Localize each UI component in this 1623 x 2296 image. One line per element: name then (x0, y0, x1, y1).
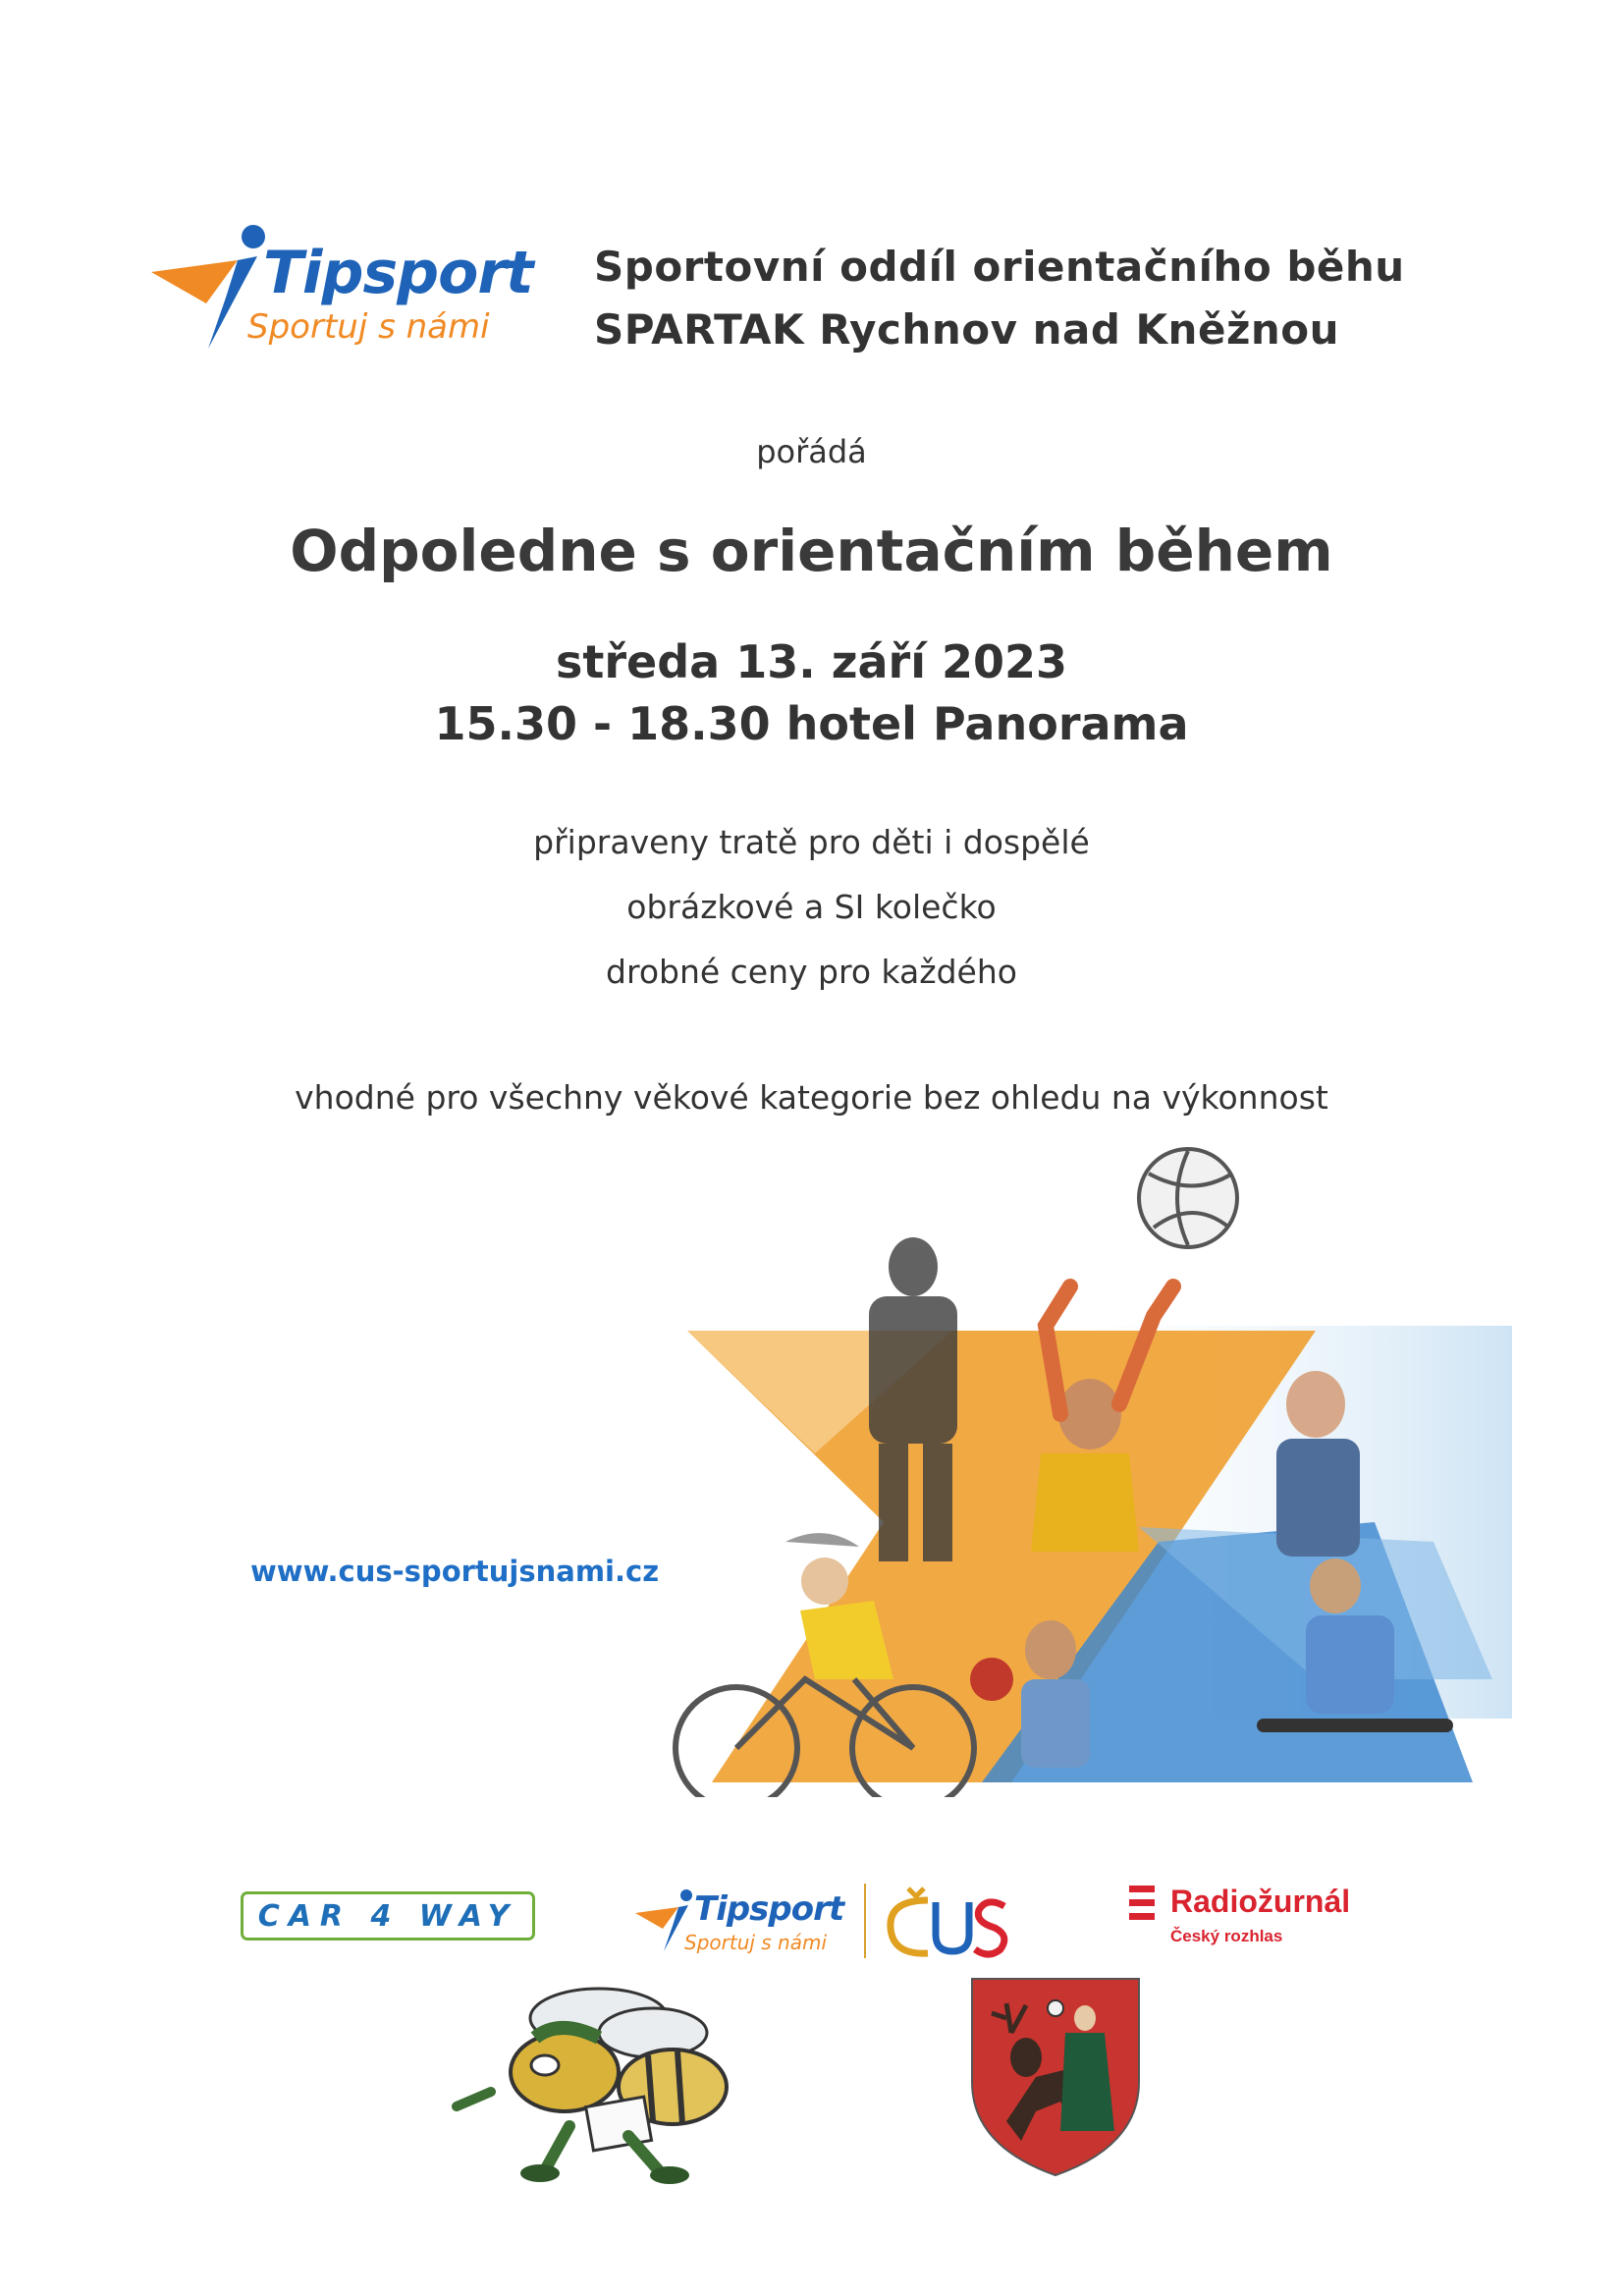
ball-icon (1139, 1149, 1237, 1247)
detail-line: obrázkové a SI kolečko (626, 888, 997, 926)
car4way-logo (241, 1891, 535, 1941)
tipsport-sponsor-slogan: Sportuj s námi (684, 1931, 828, 1954)
suitability-text: vhodné pro všechny věkové kategorie bez ohledu na výkonnost (295, 1078, 1328, 1117)
bee-mascot-icon (452, 1979, 756, 2185)
tipsport-brand: Tipsport (263, 239, 533, 307)
car4way-text: CAR 4 WAY (257, 1898, 518, 1934)
detail-line: připraveny tratě pro děti i dospělé (533, 823, 1090, 861)
logo-divider (864, 1884, 866, 1958)
intro-text: pořádá (756, 433, 867, 470)
org-name-line2: SPARTAK Rychnov nad Kněžnou (594, 305, 1340, 354)
radio-icon (1129, 1886, 1155, 1921)
tipsport-logo (147, 221, 540, 358)
radiozurnal-name: Radiožurnál (1170, 1884, 1351, 1919)
tipsport-slogan: Sportuj s námi (247, 307, 490, 347)
tipsport-sponsor-brand: Tipsport (694, 1889, 844, 1929)
event-date: středa 13. září 2023 (555, 635, 1068, 688)
cus-logo (879, 1881, 1016, 1961)
org-name-line1: Sportovní oddíl orientačního běhu (594, 243, 1405, 291)
cesky-rozhlas-name: Český rozhlas (1170, 1927, 1283, 1945)
coat-of-arms-icon (967, 1974, 1144, 2180)
sports-illustration (628, 1129, 1512, 1797)
event-title: Odpoledne s orientačním během (290, 518, 1333, 584)
detail-line: drobné ceny pro každého (606, 953, 1017, 991)
promo-url-link[interactable]: www.cus-sportujsnami.cz (250, 1555, 660, 1588)
cus-emblem-icon (879, 1881, 1016, 1961)
tipsport-sponsor-logo (633, 1884, 859, 1962)
event-time-place: 15.30 - 18.30 hotel Panorama (434, 697, 1189, 750)
